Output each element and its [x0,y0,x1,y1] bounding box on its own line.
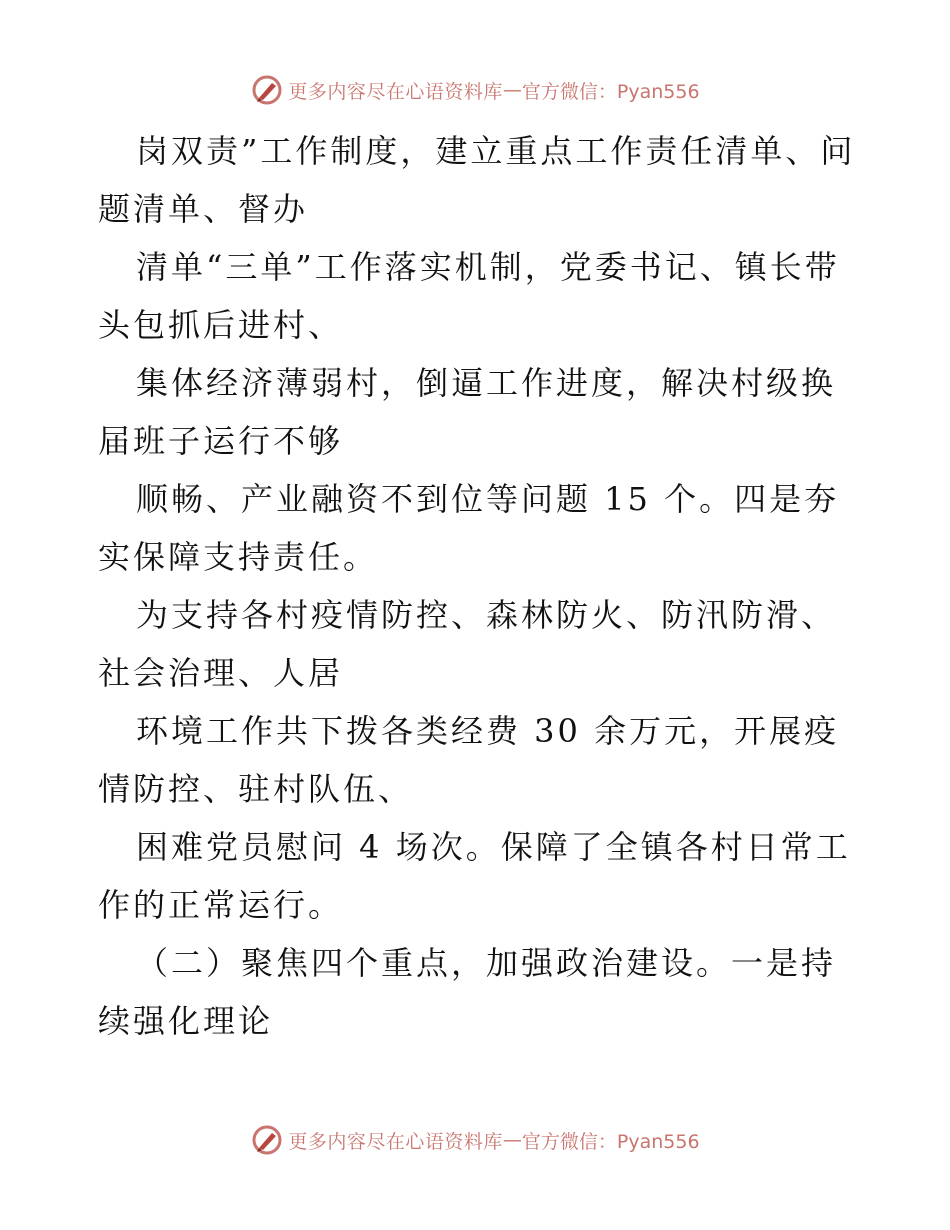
paragraph: 环境工作共下拨各类经费 30 余万元，开展疫情防控、驻村队伍、 [98,712,840,808]
footer-watermark [0,1120,950,1160]
paragraph: 为支持各村疫情防控、森林防火、防汛防滑、社会治理、人居 [98,596,837,692]
watermark-text: 更多内容尽在心语资料库 [288,1130,503,1153]
paragraph: 集体经济薄弱村，倒逼工作进度，解决村级换届班子运行不够 [98,364,837,460]
watermark-dash: — [502,79,522,101]
watermark-text: 更多内容尽在心语资料库 [288,80,503,103]
watermark-account: 官方微信：Pyan556 [521,1130,700,1153]
paragraph: （二）聚焦四个重点，加强政治建设。一是持续强化理论 [98,944,837,1040]
pen-logo-icon [250,1123,284,1157]
paragraph: 清单“三单”工作落实机制，党委书记、镇长带头包抓后进村、 [98,248,840,344]
pen-logo-icon [250,73,284,107]
paragraph: 困难党员慰问 4 场次。保障了全镇各村日常工作的正常运行。 [98,828,851,924]
paragraph: 岗双责”工作制度，建立重点工作责任清单、问题清单、督办 [98,132,856,228]
watermark-dash: — [502,1129,522,1151]
paragraph: 顺畅、产业融资不到位等问题 15 个。四是夯实保障支持责任。 [98,480,840,576]
watermark-account: 官方微信：Pyan556 [521,80,700,103]
header-watermark [0,70,950,110]
document-body [98,122,858,1050]
